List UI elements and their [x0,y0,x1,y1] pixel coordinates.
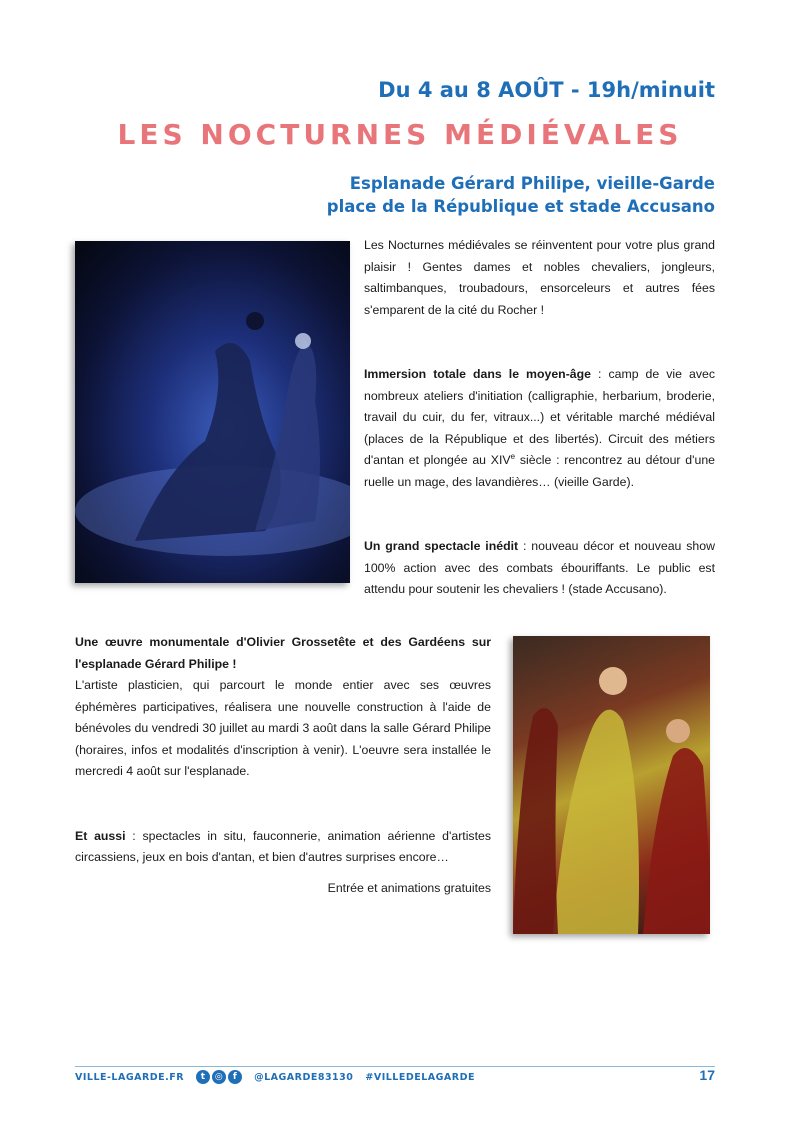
aussi-paragraph [75,826,491,869]
twitter-icon[interactable]: t [196,1070,210,1084]
aussi-heading: Et aussi [75,828,126,843]
immersion-paragraph [364,364,715,493]
dancers-illustration [513,636,710,934]
venue-line-2: place de la République et stade Accusano [326,197,715,216]
spectacle-text: : nouveau décor et nouveau show 100% action avec des combats ébouriffants. Le public est attendu pour soutenir les chevaliers ! (stade Accusano). [364,539,715,596]
venue [327,172,715,218]
spectacle-paragraph [364,536,715,601]
knights-horse-photo [75,241,350,583]
page-title: LES NOCTURNES MÉDIÉVALES [117,118,683,151]
immersion-heading: Immersion totale dans le moyen-âge [364,367,591,381]
oeuvre-text: L'artiste plasticien, qui parcourt le monde entier avec ses œuvres éphémères participatives, réalisera une nouvelle construction à l'aide de bénévoles du vendredi 30 juillet au mardi 3 août dans la salle Gérard Philipe (horaires, infos et modalités d'inscription à venir). L'oeuvre sera installée le mercredi 4 août sur l'esplanade. [75,678,491,778]
facebook-icon[interactable]: f [228,1070,242,1084]
oeuvre-column [75,632,491,869]
immersion-text-a: : camp de vie avec nombreux ateliers d'initiation (calligraphie, herbarium, broderie, travail du cuir, du fer, vitraux...) et véritable marché médiéval (places de la République et des libertés). Circuit des métiers d'antan et plongée au XIV [364,367,715,467]
oeuvre-heading: Une œuvre monumentale d'Olivier Grossetête et des Gardéens sur l'esplanade Gérard Philipe ! [75,635,491,671]
event-dates: Du 4 au 8 AOÛT - 19h/minuit [378,78,715,102]
intro-column [364,235,715,601]
century-superscript: e [510,451,516,461]
footer [75,1070,475,1084]
footer-hashtag[interactable]: #VILLEDELAGARDE [365,1071,475,1083]
knights-horse-illustration [75,241,350,583]
immersion-text-b: siècle : rencontrez au détour d'une ruelle un mage, des lavandières… (vieille Garde). [364,453,715,489]
venue-line-1: Esplanade Gérard Philipe, vieille-Garde [349,174,715,193]
dancers-photo [513,636,710,934]
aussi-text: : spectacles in situ, fauconnerie, animation aérienne d'artistes circassiens, jeux en bois d'antan, et bien d'autres surprises encore… [75,828,491,864]
footer-site[interactable]: VILLE-LAGARDE.FR [75,1071,185,1083]
footer-handle[interactable]: @LAGARDE83130 [254,1071,354,1083]
page-number: 17 [699,1067,715,1083]
social-icons [196,1070,242,1084]
instagram-icon[interactable]: ◎ [212,1070,226,1084]
spectacle-heading: Un grand spectacle inédit [364,539,519,553]
footer-divider [75,1066,715,1067]
intro-paragraph: Les Nocturnes médiévales se réinventent pour votre plus grand plaisir ! Gentes dames et nobles chevaliers, jongleurs, saltimbanques, troubadours, ensorceleurs et autres fées s'emparent de la cité du Rocher ! [364,238,715,317]
free-entry-note: Entrée et animations gratuites [327,881,491,895]
